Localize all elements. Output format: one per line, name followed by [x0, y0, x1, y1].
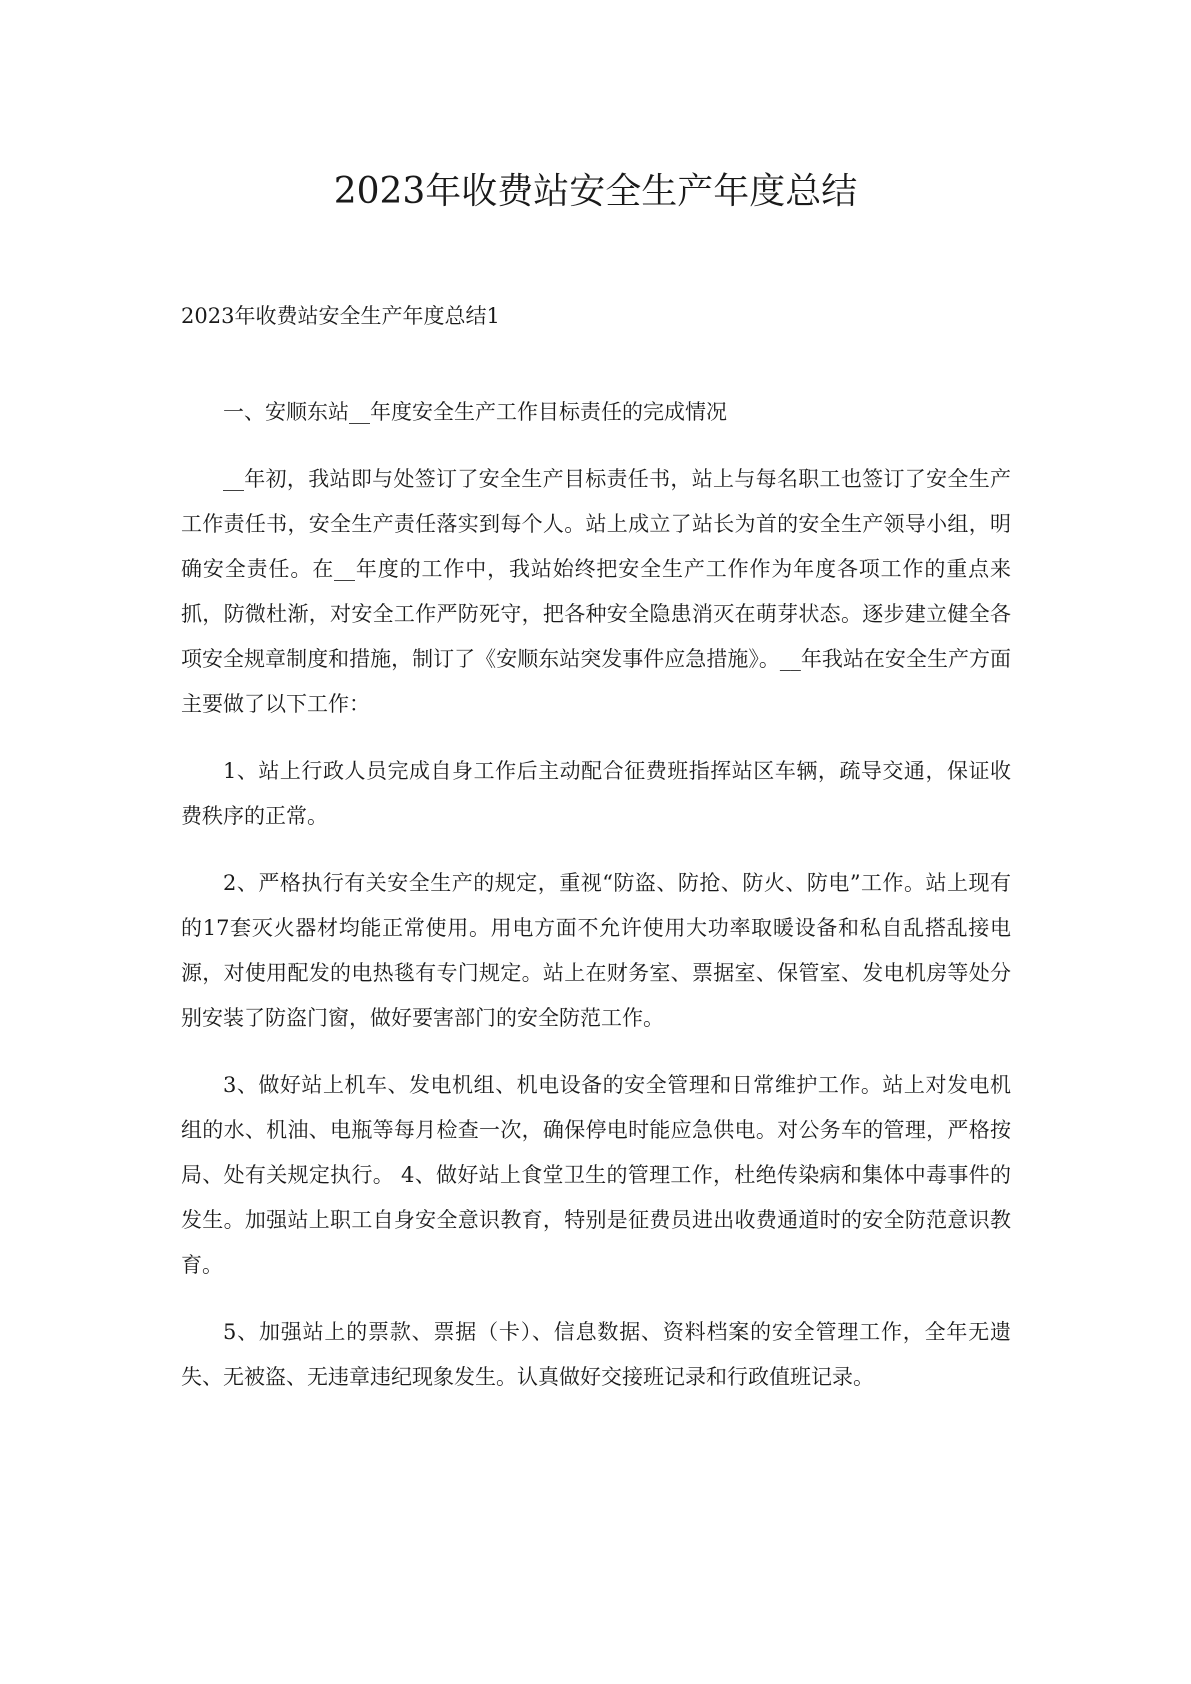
paragraph: 5、加强站上的票款、票据（卡）、信息数据、资料档案的安全管理工作，全年无遗失、无被盗、无违章违纪现象发生。认真做好交接班记录和行政值班记录。	[181, 1320, 1011, 1389]
page-title: 2023年收费站安全生产年度总结	[333, 171, 858, 212]
paragraph: 1、站上行政人员完成自身工作后主动配合征费班指挥站区车辆，疏导交通，保证收费秩序的正常。	[181, 759, 1011, 828]
paragraph: 2、严格执行有关安全生产的规定，重视“防盗、防抢、防火、防电”工作。站上现有的17套灭火器材均能正常使用。用电方面不允许使用大功率取暖设备和私自乱搭乱接电源，对使用配发的电热毯有专门规定。站上在财务室、票据室、保管室、发电机房等处分别安装了防盗门窗，做好要害部门的安全防范工作。	[181, 871, 1011, 1030]
paragraph: 3、做好站上机车、发电机组、机电设备的安全管理和日常维护工作。站上对发电机组的水、机油、电瓶等每月检查一次，确保停电时能应急供电。对公务车的管理，严格按局、处有关规定执行。 4、做好站上食堂卫生的管理工作，杜绝传染病和集体中毒事件的发生。加强站上职工自身安全意识教育，特别是征费员进出收费通道时的安全防范意识教育。	[181, 1073, 1011, 1277]
document-body	[181, 390, 1011, 1422]
paragraph: __年初，我站即与处签订了安全生产目标责任书，站上与每名职工也签订了安全生产工作责任书，安全生产责任落实到每个人。站上成立了站长为首的安全生产领导小组，明确安全责任。在__年度的工作中，我站始终把安全生产工作作为年度各项工作的重点来抓，防微杜渐，对安全工作严防死守，把各种安全隐患消灭在萌芽状态。逐步建立健全各项安全规章制度和措施，制订了《安顺东站突发事件应急措施》。__年我站在安全生产方面主要做了以下工作：	[181, 467, 1011, 716]
section-title: 2023年收费站安全生产年度总结1	[181, 304, 500, 328]
paragraph-heading: 一、安顺东站__年度安全生产工作目标责任的完成情况	[223, 400, 727, 424]
